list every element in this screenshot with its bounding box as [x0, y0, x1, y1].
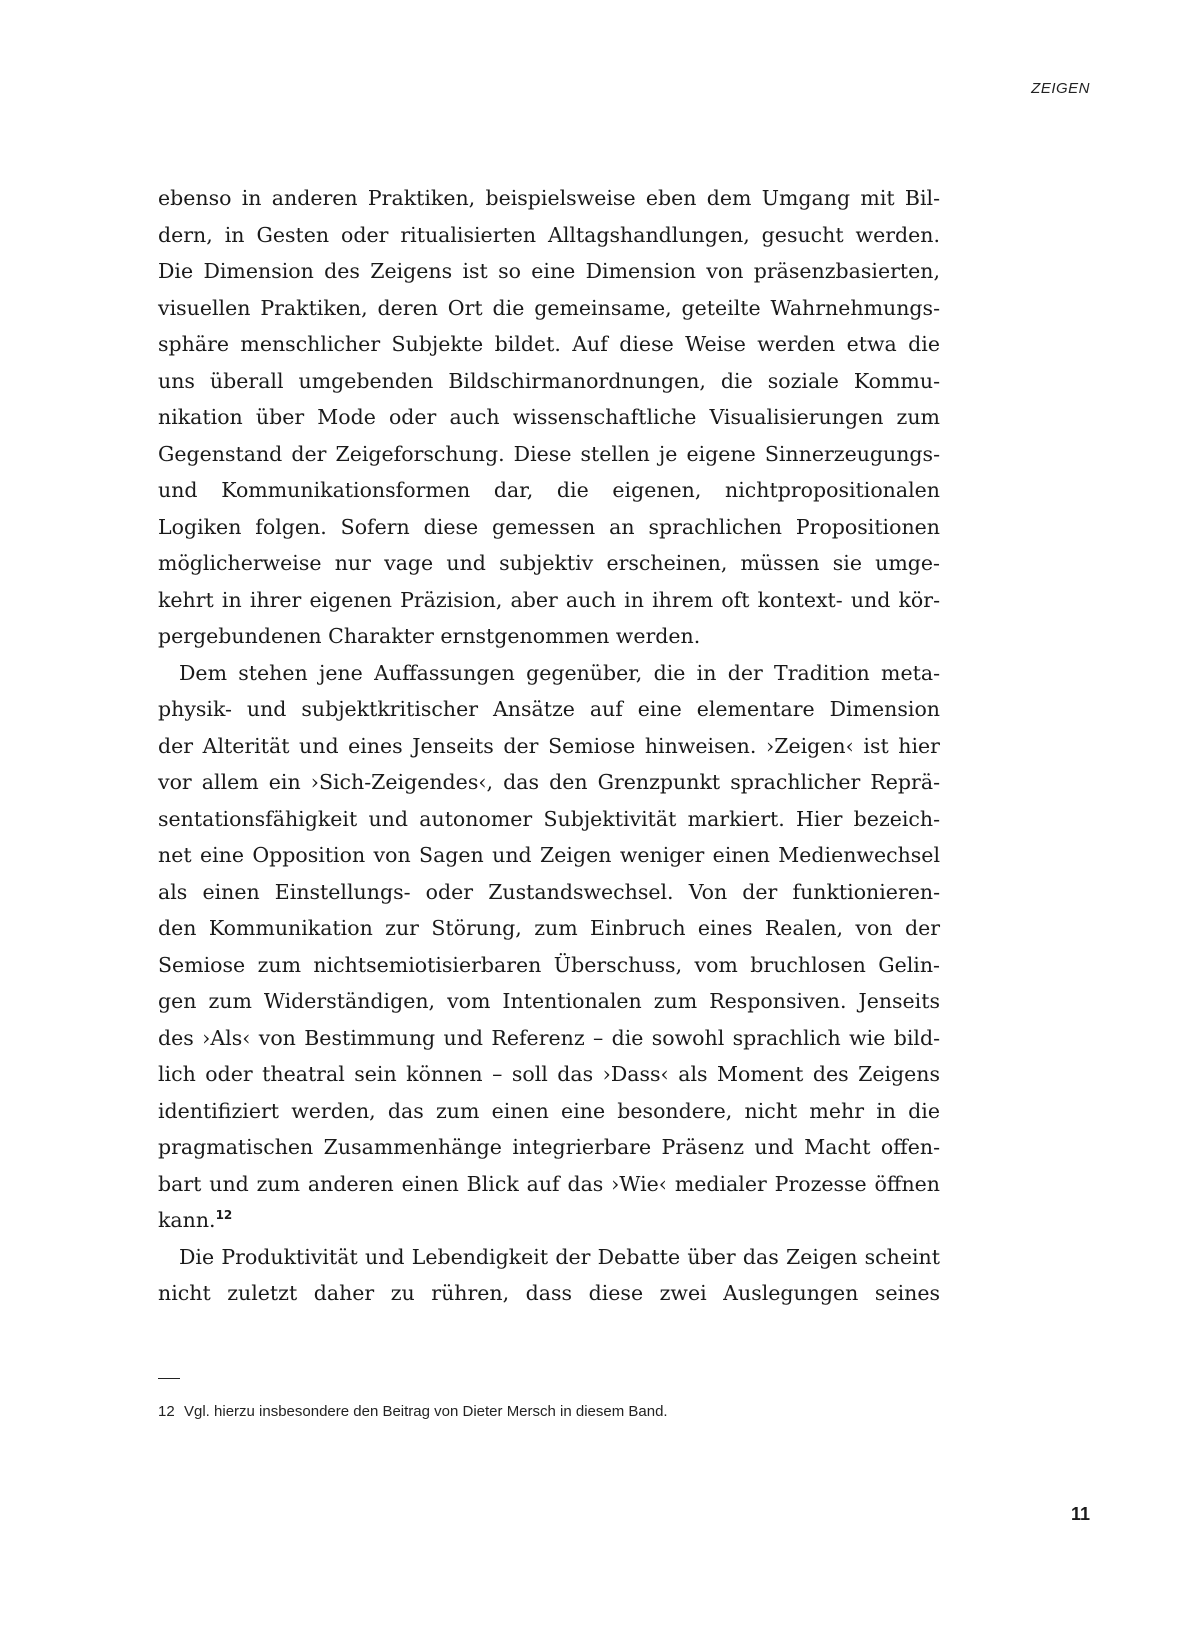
- text-line: pergebundenen Charakter ernstgenommen werden.: [158, 624, 701, 648]
- text-line: physik- und subjektkritischer Ansätze auf eine elementare Dimension: [158, 697, 940, 721]
- footnote: [158, 1403, 668, 1420]
- text-line: sphäre menschlicher Subjekte bildet. Auf diese Weise werden etwa die: [158, 332, 940, 356]
- paragraph: [158, 180, 940, 655]
- text-line: sentationsfähigkeit und autonomer Subjektivität markiert. Hier bezeich-: [158, 806, 940, 831]
- text-line: nikation über Mode oder auch wissenschaftliche Visualisierungen zum: [158, 405, 940, 429]
- text-line: bart und zum anderen einen Blick auf das ›Wie‹ medialer Prozesse öffnen: [158, 1171, 940, 1196]
- text-line: ebenso in anderen Praktiken, beispielsweise eben dem Umgang mit Bil-: [158, 186, 940, 210]
- text-line: uns überall umgebenden Bildschirmanordnungen, die soziale Kommu-: [158, 368, 940, 393]
- paragraph: [158, 655, 940, 1239]
- running-head: ZEIGEN: [1031, 80, 1090, 97]
- footnote-number: 12: [158, 1403, 175, 1420]
- text-line: nicht zuletzt daher zu rühren, dass diese zwei Auslegungen seines: [158, 1281, 940, 1305]
- text-line: und Kommunikationsformen dar, die eigenen, nichtpropositionalen: [158, 478, 940, 502]
- footnote-reference[interactable]: 12: [215, 1208, 233, 1223]
- text-line: der Alterität und eines Jenseits der Semiose hinweisen. ›Zeigen‹ ist hier: [158, 733, 940, 758]
- text-line: Die Dimension des Zeigens ist so eine Dimension von präsenzbasierten,: [158, 259, 940, 283]
- text-line: Die Produktivität und Lebendigkeit der Debatte über das Zeigen scheint: [179, 1244, 940, 1269]
- text-line: den Kommunikation zur Störung, zum Einbruch eines Realen, von der: [158, 916, 940, 940]
- text-line: identifiziert werden, das zum einen eine besondere, nicht mehr in die: [158, 1098, 940, 1123]
- text-line: [158, 1202, 940, 1239]
- text-line: Dem stehen jene Auffassungen gegenüber, die in der Tradition meta-: [179, 660, 940, 685]
- text-line-content: kann.: [158, 1208, 216, 1232]
- footnote-text: Vgl. hierzu insbesondere den Beitrag von Dieter Mersch in diesem Band.: [184, 1403, 668, 1420]
- text-line: Logiken folgen. Sofern diese gemessen an sprachlichen Propositionen: [158, 514, 940, 539]
- text-line: net eine Opposition von Sagen und Zeigen weniger einen Medienwechsel: [158, 843, 940, 867]
- text-line: dern, in Gesten oder ritualisierten Alltagshandlungen, gesucht werden.: [158, 222, 940, 247]
- body-text: [158, 180, 940, 1312]
- text-line: Gegenstand der Zeigeforschung. Diese stellen je eigene Sinnerzeugungs-: [158, 441, 940, 466]
- text-line: Semiose zum nichtsemiotisierbaren Überschuss, vom bruchlosen Gelin-: [158, 952, 940, 977]
- text-line: visuellen Praktiken, deren Ort die gemeinsame, geteilte Wahrnehmungs-: [158, 295, 940, 320]
- footnote-separator: [158, 1378, 180, 1379]
- text-line: als einen Einstellungs- oder Zustandswechsel. Von der funktionieren-: [158, 879, 940, 904]
- text-line: gen zum Widerständigen, vom Intentionalen zum Responsiven. Jenseits: [158, 989, 940, 1013]
- text-line: pragmatischen Zusammenhänge integrierbare Präsenz und Macht offen-: [158, 1135, 940, 1159]
- text-line: kehrt in ihrer eigenen Präzision, aber auch in ihrem oft kontext- und kör-: [158, 587, 940, 612]
- text-line: lich oder theatral sein können – soll das ›Dass‹ als Moment des Zeigens: [158, 1062, 940, 1086]
- text-line: des ›Als‹ von Bestimmung und Referenz – die sowohl sprachlich wie bild-: [158, 1025, 940, 1050]
- text-line: vor allem ein ›Sich-Zeigendes‹, das den Grenzpunkt sprachlicher Reprä-: [158, 770, 940, 794]
- text-line: möglicherweise nur vage und subjektiv erscheinen, müssen sie umge-: [158, 551, 940, 575]
- paragraph: [158, 1239, 940, 1312]
- page-number: 11: [1070, 1504, 1090, 1524]
